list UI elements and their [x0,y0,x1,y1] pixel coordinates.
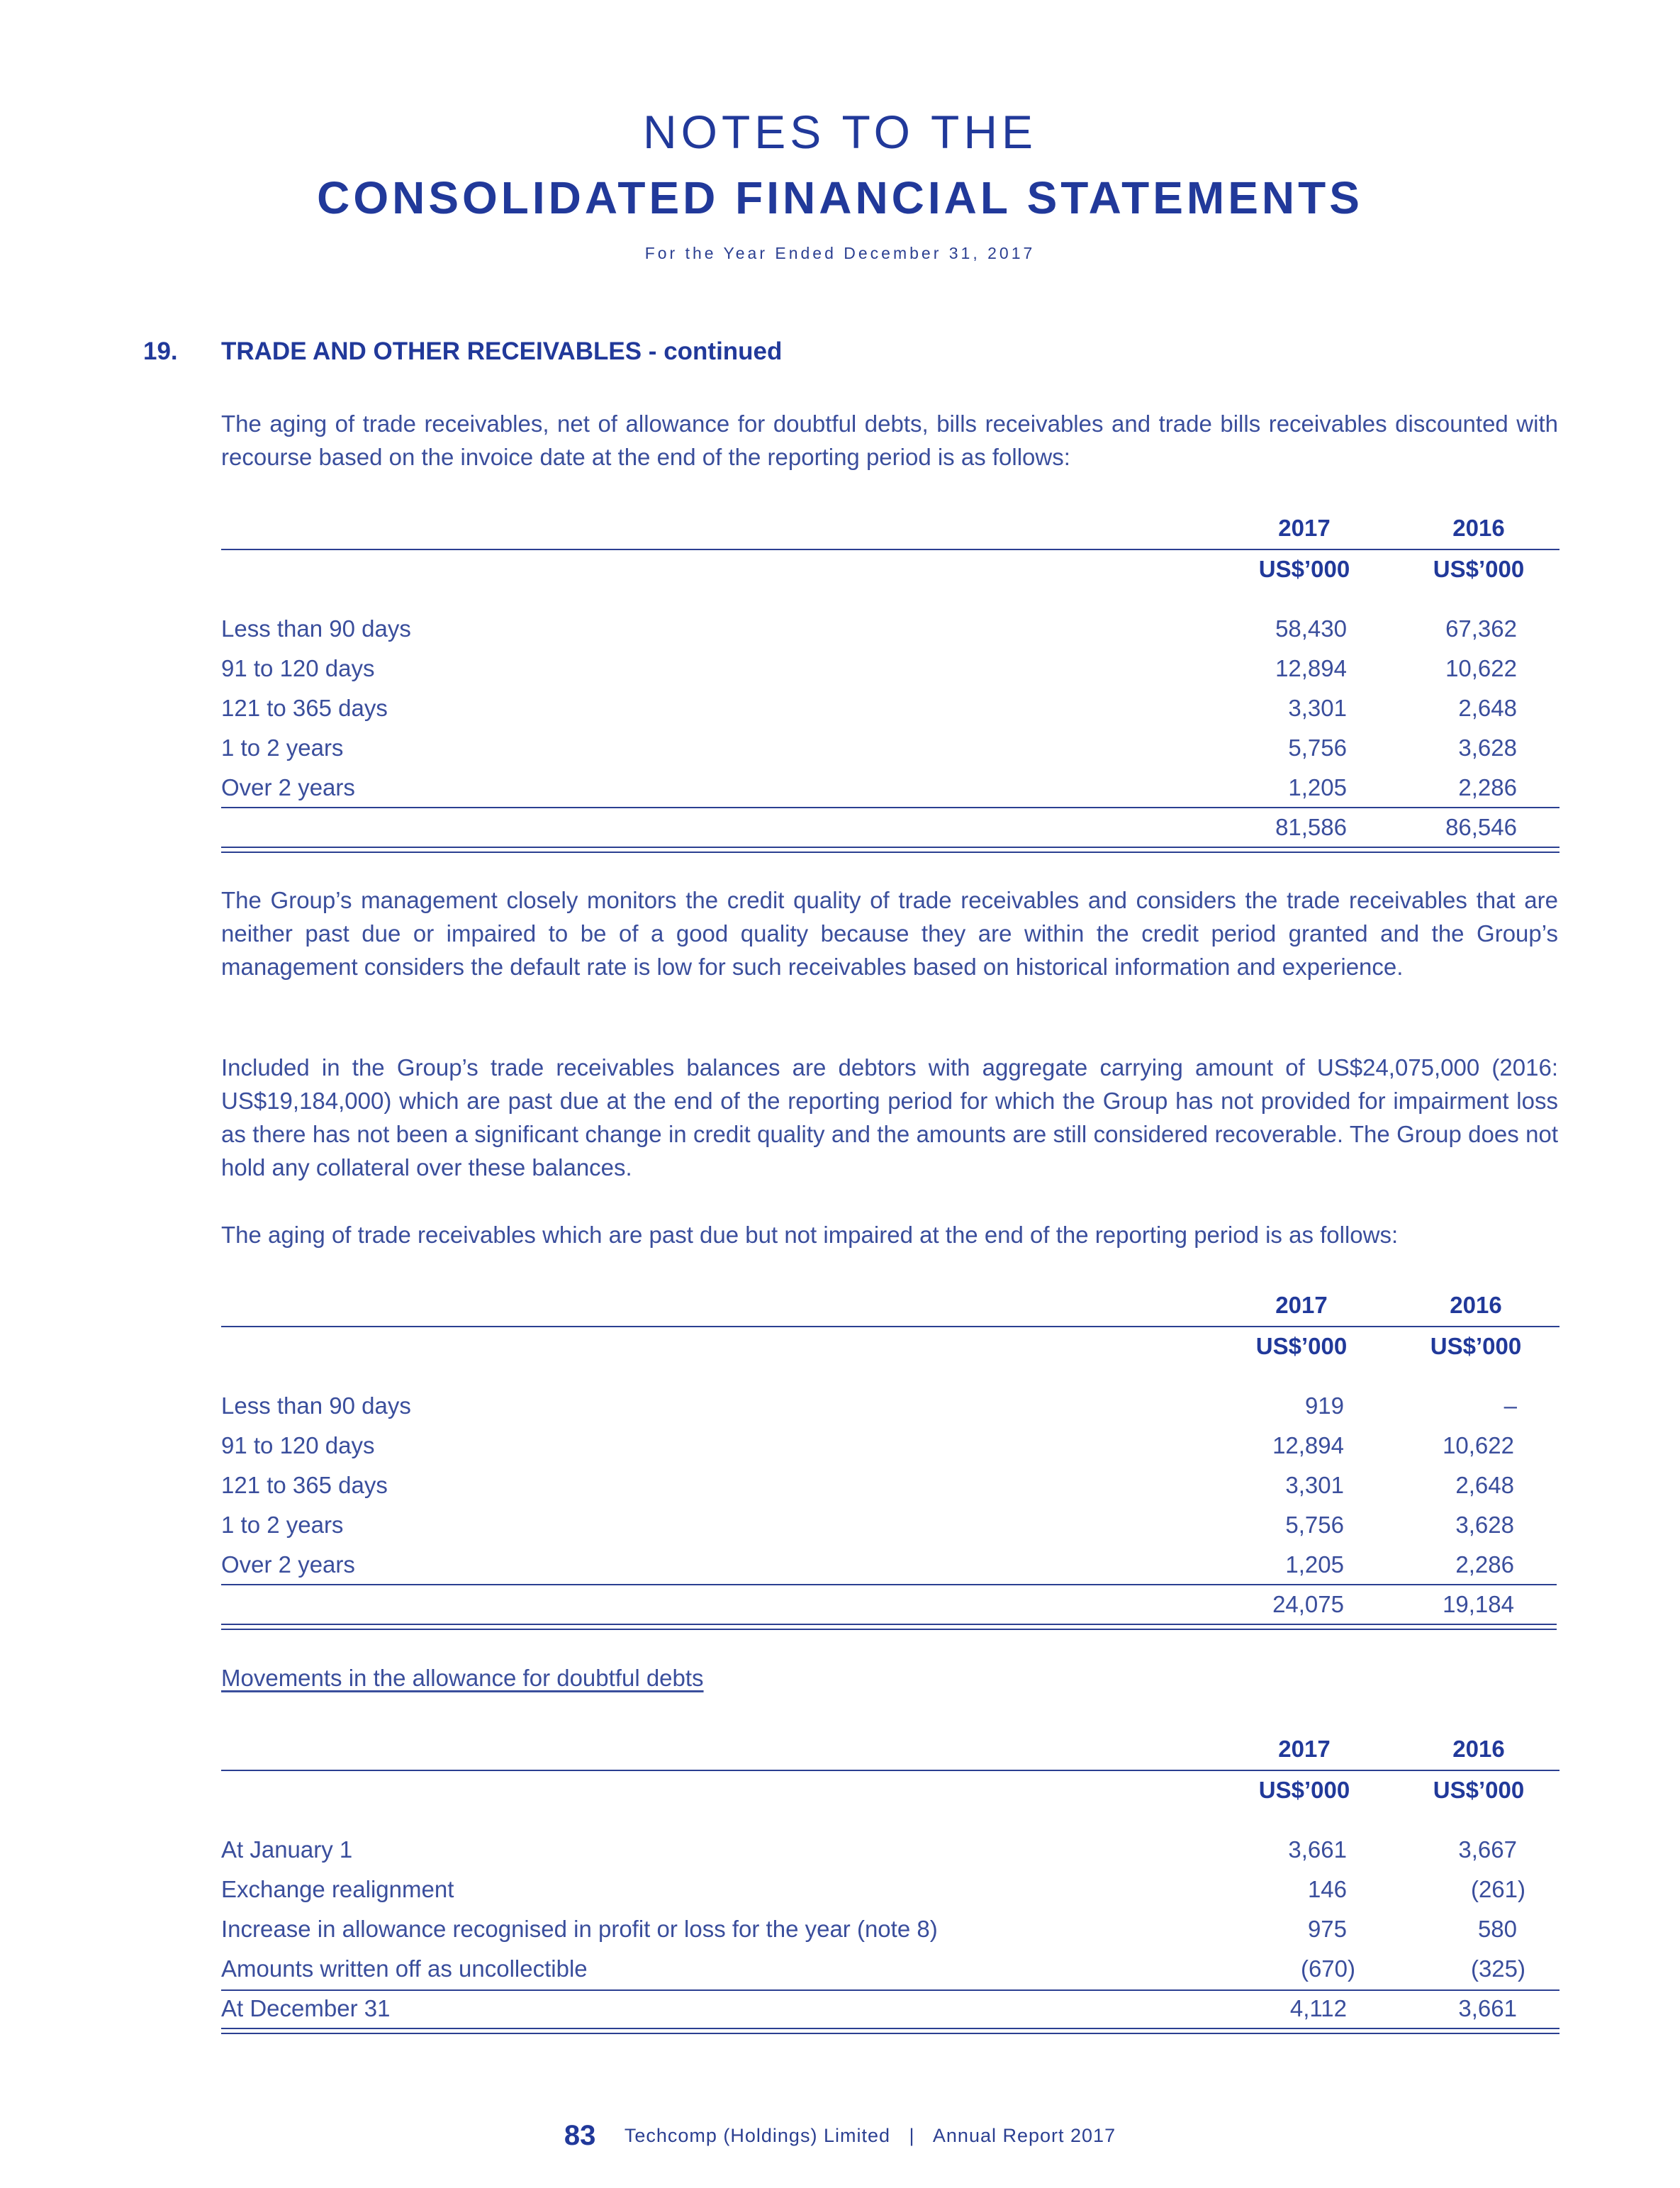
past-due-aging-table [221,1292,1559,1632]
total-2016: 86,546 [1445,814,1517,840]
total-double-rule [221,2028,1559,2034]
value-2016: 67,362 [1445,615,1517,642]
value-2016: – [1503,1392,1517,1419]
unit-header-2017: US$’000 [1255,1333,1348,1359]
value-2017: 12,894 [1275,655,1347,681]
row-label: Amounts written off as uncollectible [221,1955,588,1982]
table-row [221,615,1559,655]
aging-table [221,515,1559,855]
row-label: 121 to 365 days [221,1472,388,1498]
value-2016: 10,622 [1445,655,1517,681]
table-row [221,1472,1559,1512]
table-row [221,655,1559,695]
column-header-2017: 2017 [1278,515,1331,541]
paragraph-aging-past-due-intro: The aging of trade receivables which are past due but not impaired at the end of the reporting period is as follows: [221,1222,1399,1248]
company-name: Techcomp (Holdings) Limited [624,2125,890,2146]
row-label: 1 to 2 years [221,735,344,761]
table-row [221,1432,1559,1472]
footer-separator: | [909,2125,914,2146]
value-2017: 3,301 [1288,695,1347,721]
value-2017: 5,756 [1285,1512,1344,1538]
page-title-line1: NOTES TO THE [642,106,1038,158]
table-top-rule [221,1770,1559,1771]
column-header-2017: 2017 [1278,1736,1331,1762]
page-number: 83 [564,2120,596,2151]
row-label: Increase in allowance recognised in profit or loss for the year (note 8) [221,1916,938,1942]
value-2016: 2,286 [1455,1551,1514,1578]
value-2017: 1,205 [1288,774,1347,800]
allowance-movements-table [221,1736,1559,2041]
total-double-rule [221,1624,1557,1630]
column-header-2016: 2016 [1452,1736,1505,1762]
table-row [221,1876,1559,1916]
value-2016: 2,286 [1458,774,1517,800]
subtotal-rule [221,1989,1559,1991]
row-label: 121 to 365 days [221,695,388,721]
unit-header-2017: US$’000 [1258,1777,1350,1803]
unit-header-2016: US$’000 [1433,556,1525,582]
value-2017: 5,756 [1288,735,1347,761]
unit-header-2016: US$’000 [1433,1777,1525,1803]
table-row [221,695,1559,735]
total-2016: 19,184 [1443,1591,1514,1617]
page-title-line2: CONSOLIDATED FINANCIAL STATEMENTS [317,172,1363,223]
value-2016: 2,648 [1455,1472,1514,1498]
total-2017: 24,075 [1272,1591,1344,1617]
value-2016: 3,667 [1458,1836,1517,1863]
row-label: 1 to 2 years [221,1512,344,1538]
row-label: 91 to 120 days [221,1432,375,1458]
paragraph-aging-intro: The aging of trade receivables, net of allowance for doubtful debts, bills receivables and trade bills receivables discounted with recourse based on the invoice date at the end of the reporting period is as follows: [221,411,1558,470]
value-2016: 2,648 [1458,695,1517,721]
table-top-rule [221,549,1559,550]
row-label: Over 2 years [221,774,355,800]
table-top-rule [221,1326,1559,1327]
paragraph-credit-quality: The Group’s management closely monitors the credit quality of trade receivables and considers the trade receivables that are neither past due or impaired to be of a good quality because they are within the credit period granted and the Group’s management considers the default rate is low for such receivables based on historical information and experience. [221,887,1558,980]
row-label: At December 31 [221,1995,391,2021]
table-row [221,1916,1559,1955]
value-2017: 12,894 [1272,1432,1344,1458]
value-2016: 580 [1477,1916,1517,1942]
subtotal-rule [221,807,1559,808]
value-2017: 3,301 [1285,1472,1344,1498]
page-footer [0,2120,1680,2152]
value-2017: 58,430 [1275,615,1347,642]
column-header-2016: 2016 [1452,515,1505,541]
total-double-rule [221,847,1559,853]
row-label: 91 to 120 days [221,655,375,681]
table-row [221,735,1559,774]
table-row [221,1512,1559,1551]
value-2017: 975 [1307,1916,1347,1942]
row-label: Exchange realignment [221,1876,454,1902]
value-2017: 146 [1307,1876,1347,1902]
report-name: Annual Report 2017 [932,2125,1116,2146]
value-2016: (261) [1470,1876,1525,1902]
value-2017: 919 [1304,1392,1344,1419]
value-2016: 10,622 [1443,1432,1514,1458]
total-2017: 81,586 [1275,814,1347,840]
value-2016: (325) [1470,1955,1525,1982]
section-number: 19. [143,337,178,365]
value-2017: (670) [1300,1955,1355,1982]
row-label: Less than 90 days [221,615,411,642]
row-label: Over 2 years [221,1551,355,1578]
total-2017: 4,112 [1289,1995,1347,2021]
value-2017: 1,205 [1285,1551,1344,1578]
subtotal-rule [221,1584,1557,1585]
value-2016: 3,628 [1455,1512,1514,1538]
column-header-2016: 2016 [1450,1292,1502,1318]
section-title: TRADE AND OTHER RECEIVABLES - continued [221,337,783,365]
value-2017: 3,661 [1288,1836,1347,1863]
paragraph-past-due: Included in the Group’s trade receivables balances are debtors with aggregate carrying amount of US$24,075,000 (2016: US$19,184,000) which are past due at the end of the reporting period for which the Group has not provided for impairment loss as there has not been a significant change in credit quality and the amounts are still considered recoverable. The Group does not hold any collateral over these balances. [221,1054,1558,1180]
value-2016: 3,628 [1458,735,1517,761]
total-2016: 3,661 [1458,1995,1517,2021]
table-row [221,1392,1559,1432]
page-subtitle: For the Year Ended December 31, 2017 [644,244,1036,262]
unit-header-2016: US$’000 [1430,1333,1522,1359]
table-row [221,1836,1559,1876]
row-label: Less than 90 days [221,1392,411,1419]
allowance-subheading: Movements in the allowance for doubtful debts [221,1665,704,1691]
unit-header-2017: US$’000 [1258,556,1350,582]
row-label: At January 1 [221,1836,353,1863]
column-header-2017: 2017 [1275,1292,1328,1318]
